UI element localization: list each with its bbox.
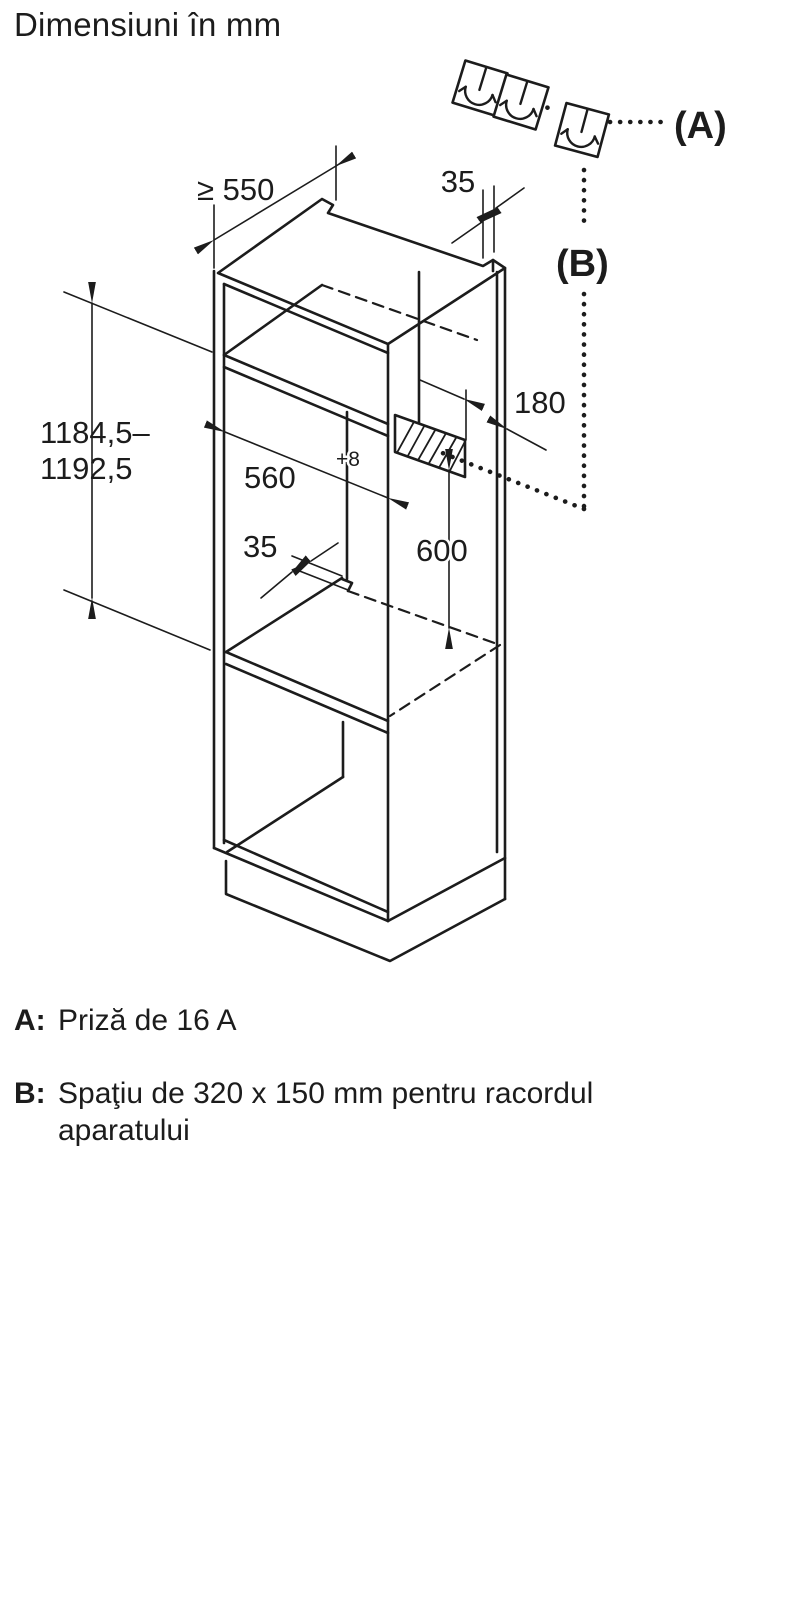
dimension-lines — [64, 146, 546, 650]
legend — [14, 1002, 774, 1185]
dim-rear-gap-top: 35 — [440, 164, 476, 199]
dim-connection-height: 600 — [416, 533, 468, 568]
callout-b-label: (B) — [556, 243, 609, 285]
dim-rear-gap-mid: 35 — [243, 529, 278, 564]
dim-height-range-1: 1184,5– — [40, 415, 150, 450]
dim-depth-min: ≥ 550 — [197, 172, 275, 207]
dim-niche-width-tolerance: +8 — [336, 448, 360, 471]
legend-b-text — [58, 1075, 774, 1149]
single-socket-icon — [555, 103, 609, 157]
dim-height-range-2: 1192,5 — [40, 451, 133, 486]
legend-item-a — [14, 1002, 774, 1039]
dim-connection-offset: 180 — [514, 385, 566, 420]
legend-b-line1: Spaţiu de 320 x 150 mm pentru racordul — [58, 1077, 594, 1110]
hidden-edges — [322, 285, 500, 716]
page-title: Dimensiuni în mm — [14, 6, 282, 43]
callout-a-label: (A) — [674, 105, 727, 147]
dim-niche-width: 560 — [244, 460, 296, 495]
legend-b-line2: aparatului — [58, 1114, 190, 1147]
legend-a-text: Priză de 16 A — [58, 1004, 237, 1037]
legend-b-marker: B: — [14, 1077, 46, 1110]
dimension-labels — [40, 164, 566, 568]
legend-item-b — [14, 1075, 774, 1149]
connection-area-hatch — [395, 415, 465, 477]
legend-a-marker: A: — [14, 1004, 46, 1037]
cabinet-outline — [214, 199, 505, 961]
